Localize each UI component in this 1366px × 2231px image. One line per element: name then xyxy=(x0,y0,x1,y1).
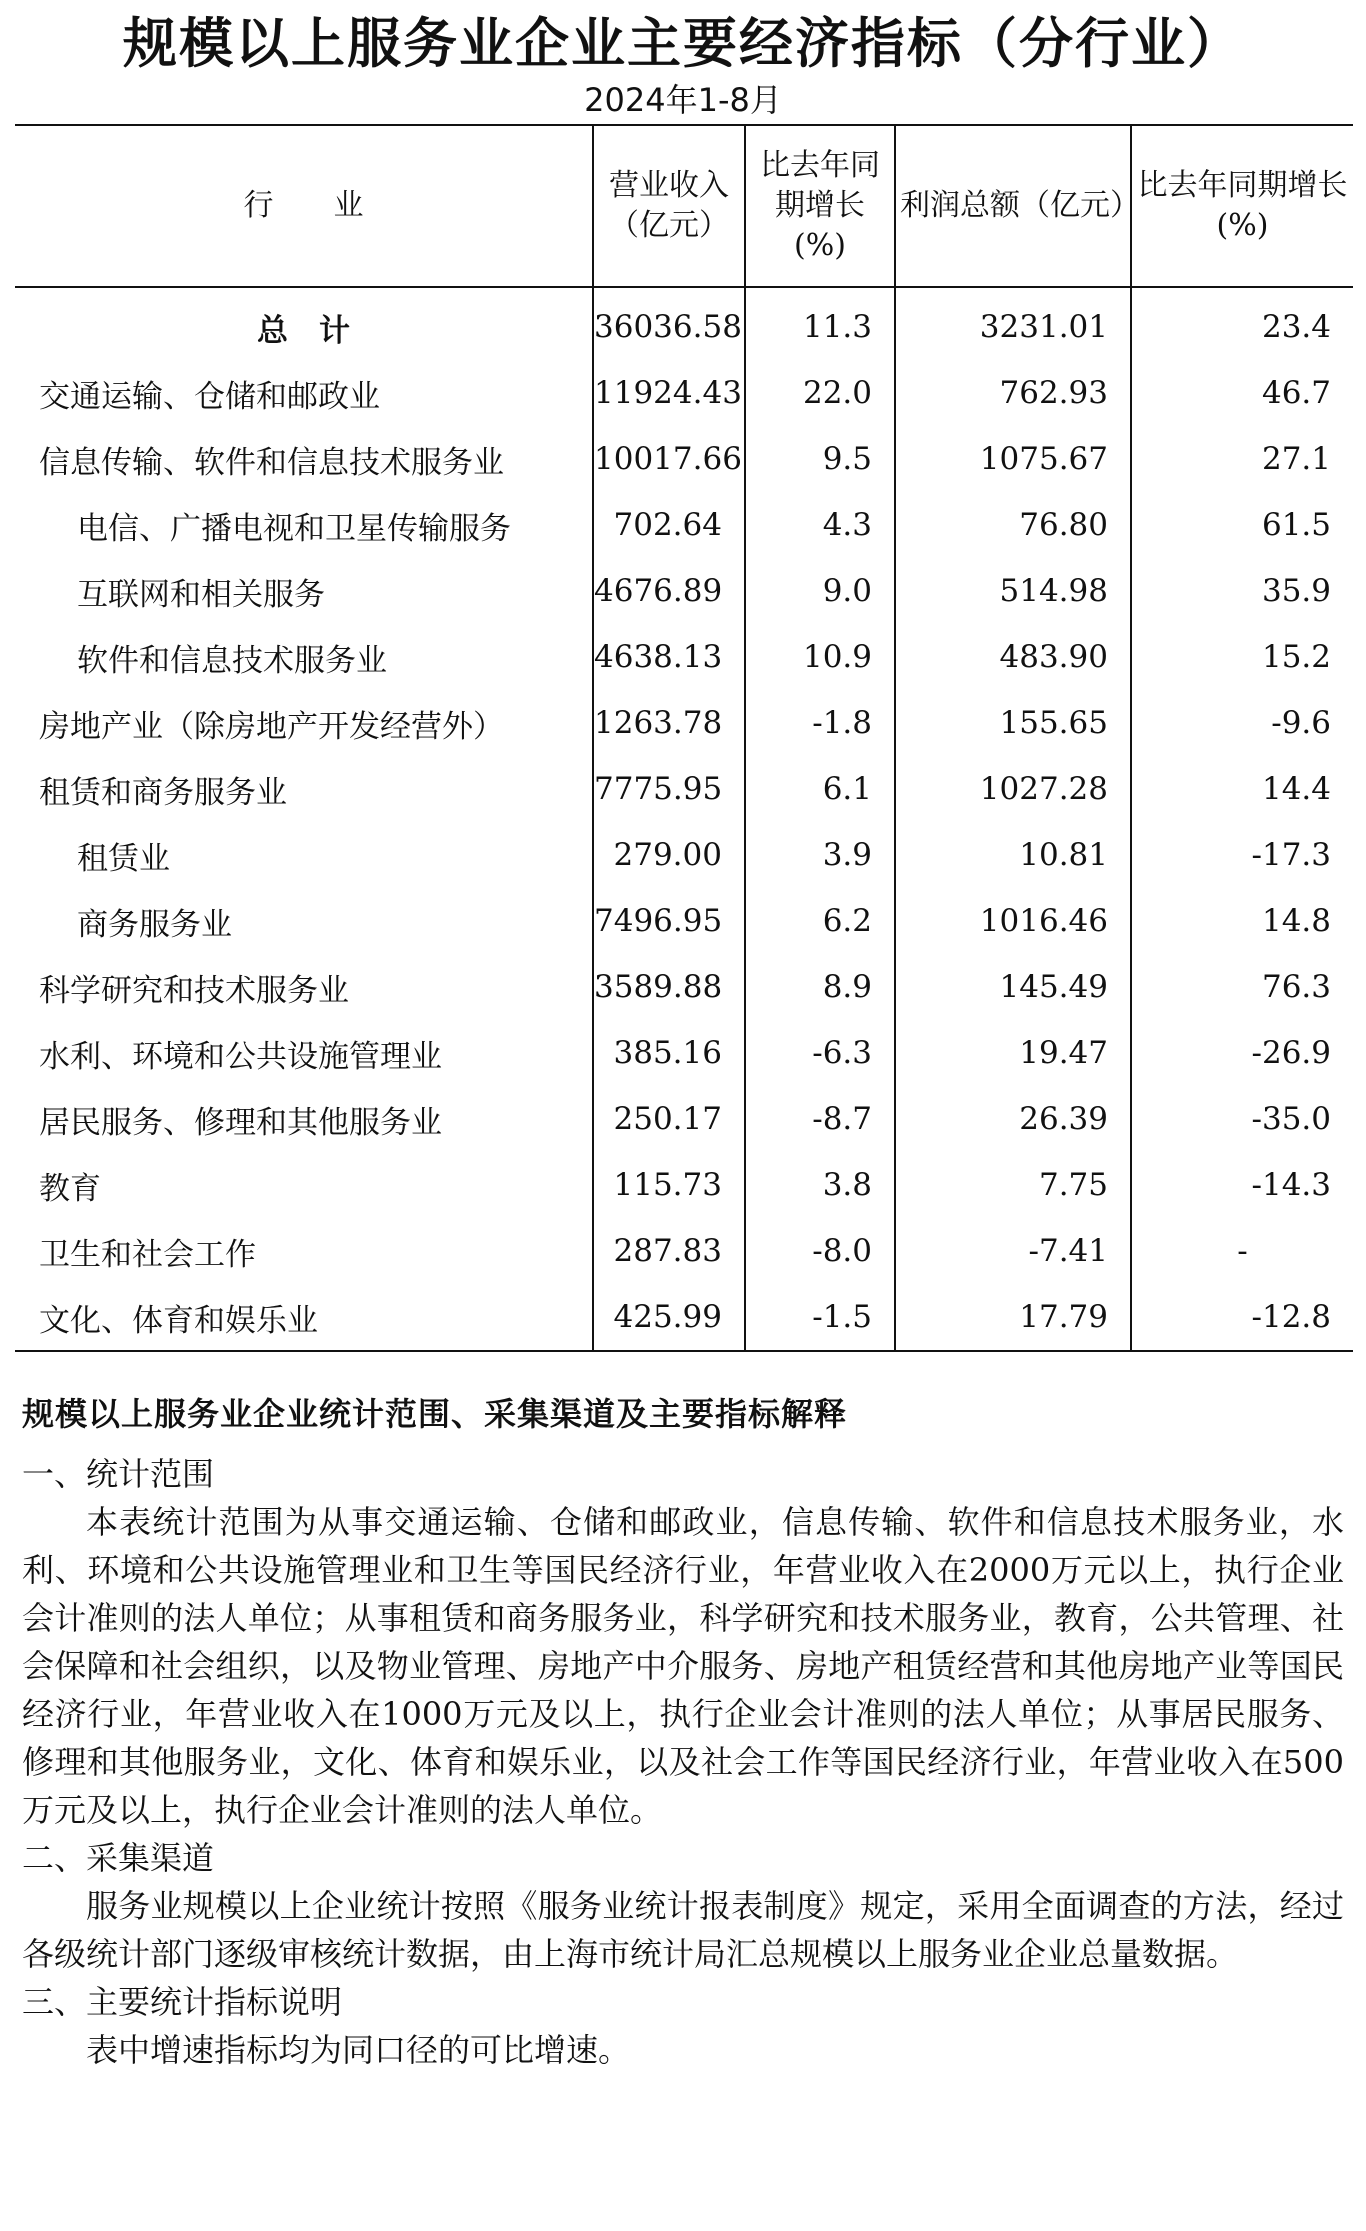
profit-cell: 17.79 xyxy=(895,1284,1131,1351)
table-row xyxy=(15,888,1353,954)
table-row xyxy=(15,954,1353,1020)
notes-section xyxy=(22,1390,1344,2074)
revenue-growth-cell: 6.2 xyxy=(745,888,895,954)
industry-cell: 卫生和社会工作 xyxy=(39,1236,256,1273)
revenue-cell: 7496.95 xyxy=(593,888,745,954)
header-revenue: 营业收入（亿元） xyxy=(593,125,745,287)
profit-growth-cell: -17.3 xyxy=(1131,822,1353,888)
industry-cell: 电信、广播电视和卫星传输服务 xyxy=(77,510,511,547)
revenue-growth-cell: 9.5 xyxy=(745,426,895,492)
notes-body-channel: 服务业规模以上企业统计按照《服务业统计报表制度》规定，采用全面调查的方法，经过各级统计部门逐级审核统计数据，由上海市统计局汇总规模以上服务业企业总量数据。 xyxy=(22,1887,1344,1973)
revenue-cell: 4676.89 xyxy=(593,558,745,624)
revenue-growth-cell: 3.9 xyxy=(745,822,895,888)
revenue-growth-cell: 22.0 xyxy=(745,360,895,426)
profit-growth-cell: - xyxy=(1131,1218,1353,1284)
revenue-cell: 287.83 xyxy=(593,1218,745,1284)
revenue-cell: 702.64 xyxy=(593,492,745,558)
profit-growth-cell: 76.3 xyxy=(1131,954,1353,1020)
profit-growth-cell: 35.9 xyxy=(1131,558,1353,624)
profit-growth-cell: 14.4 xyxy=(1131,756,1353,822)
profit-growth-cell: -26.9 xyxy=(1131,1020,1353,1086)
notes-heading-indicators: 三、主要统计指标说明 xyxy=(22,1983,343,2021)
profit-cell: 762.93 xyxy=(895,360,1131,426)
profit-cell: 145.49 xyxy=(895,954,1131,1020)
page-title: 规模以上服务业企业主要经济指标（分行业） xyxy=(123,12,1243,75)
profit-cell: -7.41 xyxy=(895,1218,1131,1284)
table-row xyxy=(15,1086,1353,1152)
industry-cell: 租赁业 xyxy=(77,840,170,877)
industry-cell: 交通运输、仓储和邮政业 xyxy=(39,378,380,415)
table-header-row xyxy=(15,125,1353,287)
profit-growth-cell: 46.7 xyxy=(1131,360,1353,426)
table-row-total xyxy=(15,287,1353,360)
revenue-growth-cell: -8.0 xyxy=(745,1218,895,1284)
industry-cell: 租赁和商务服务业 xyxy=(39,774,287,811)
revenue-growth-cell: 11.3 xyxy=(745,287,895,360)
table-row xyxy=(15,1020,1353,1086)
revenue-growth-cell: 9.0 xyxy=(745,558,895,624)
profit-cell: 1075.67 xyxy=(895,426,1131,492)
profit-cell: 76.80 xyxy=(895,492,1131,558)
industry-cell: 居民服务、修理和其他服务业 xyxy=(39,1104,442,1141)
indicator-table xyxy=(15,124,1353,1352)
revenue-cell: 3589.88 xyxy=(593,954,745,1020)
revenue-growth-cell: -8.7 xyxy=(745,1086,895,1152)
industry-cell: 商务服务业 xyxy=(77,906,232,943)
industry-cell: 教育 xyxy=(39,1170,101,1207)
table-row xyxy=(15,558,1353,624)
profit-cell: 514.98 xyxy=(895,558,1131,624)
notes-title: 规模以上服务业企业统计范围、采集渠道及主要指标解释 xyxy=(22,1395,848,1433)
profit-cell: 155.65 xyxy=(895,690,1131,756)
revenue-cell: 425.99 xyxy=(593,1284,745,1351)
header-revenue-growth: 比去年同期增长(%) xyxy=(745,125,895,287)
revenue-cell: 250.17 xyxy=(593,1086,745,1152)
revenue-growth-cell: 10.9 xyxy=(745,624,895,690)
profit-cell: 1016.46 xyxy=(895,888,1131,954)
header-industry: 行 业 xyxy=(15,125,593,287)
revenue-cell: 7775.95 xyxy=(593,756,745,822)
revenue-growth-cell: 8.9 xyxy=(745,954,895,1020)
notes-heading-channel: 二、采集渠道 xyxy=(22,1839,215,1877)
table-row xyxy=(15,360,1353,426)
industry-cell: 房地产业（除房地产开发经营外） xyxy=(39,708,504,745)
profit-cell: 26.39 xyxy=(895,1086,1131,1152)
profit-growth-cell: -12.8 xyxy=(1131,1284,1353,1351)
profit-growth-cell: 23.4 xyxy=(1131,287,1353,360)
profit-cell: 19.47 xyxy=(895,1020,1131,1086)
profit-growth-cell: 15.2 xyxy=(1131,624,1353,690)
profit-growth-cell: 61.5 xyxy=(1131,492,1353,558)
notes-body-indicators: 表中增速指标均为同口径的可比增速。 xyxy=(86,2031,631,2069)
profit-cell: 483.90 xyxy=(895,624,1131,690)
revenue-cell: 279.00 xyxy=(593,822,745,888)
revenue-cell: 36036.58 xyxy=(593,287,745,360)
industry-cell: 文化、体育和娱乐业 xyxy=(15,1284,593,1351)
industry-cell: 水利、环境和公共设施管理业 xyxy=(39,1038,442,1075)
report-period: 2024年1-8月 xyxy=(584,81,782,119)
revenue-growth-cell: -1.5 xyxy=(745,1284,895,1351)
notes-body-scope: 本表统计范围为从事交通运输、仓储和邮政业，信息传输、软件和信息技术服务业，水利、环境和公共设施管理业和卫生等国民经济行业，年营业收入在2000万元以上，执行企业会计准则的法人单位；从事租赁和商务服务业，科学研究和技术服务业，教育，公共管理、社会保障和社会组织，以及物业管理、房地产中介服务、房地产租赁经营和其他房地产业等国民经济行业，年营业收入在1000万元及以上，执行企业会计准则的法人单位；从事居民服务、修理和其他服务业，文化、体育和娱乐业，以及社会工作等国民经济行业，年营业收入在500万元及以上，执行企业会计准则的法人单位。 xyxy=(22,1503,1344,1829)
table-row xyxy=(15,822,1353,888)
profit-growth-cell: -14.3 xyxy=(1131,1152,1353,1218)
profit-growth-cell: 14.8 xyxy=(1131,888,1353,954)
table-row xyxy=(15,1284,1353,1351)
header-profit: 利润总额（亿元） xyxy=(895,125,1131,287)
profit-cell: 1027.28 xyxy=(895,756,1131,822)
profit-cell: 7.75 xyxy=(895,1152,1131,1218)
revenue-growth-cell: -1.8 xyxy=(745,690,895,756)
notes-heading-scope: 一、统计范围 xyxy=(22,1455,215,1493)
industry-cell: 总 计 xyxy=(257,312,350,349)
profit-growth-cell: -35.0 xyxy=(1131,1086,1353,1152)
revenue-growth-cell: 4.3 xyxy=(745,492,895,558)
revenue-growth-cell: 6.1 xyxy=(745,756,895,822)
table-row xyxy=(15,492,1353,558)
revenue-cell: 115.73 xyxy=(593,1152,745,1218)
industry-cell: 科学研究和技术服务业 xyxy=(39,972,349,1009)
industry-cell: 互联网和相关服务 xyxy=(77,576,325,613)
industry-cell: 软件和信息技术服务业 xyxy=(77,642,387,679)
table-row xyxy=(15,1152,1353,1218)
table-row xyxy=(15,624,1353,690)
revenue-cell: 4638.13 xyxy=(593,624,745,690)
profit-growth-cell: -9.6 xyxy=(1131,690,1353,756)
profit-growth-cell: 27.1 xyxy=(1131,426,1353,492)
profit-cell: 10.81 xyxy=(895,822,1131,888)
table-row xyxy=(15,690,1353,756)
revenue-cell: 385.16 xyxy=(593,1020,745,1086)
revenue-growth-cell: 3.8 xyxy=(745,1152,895,1218)
revenue-cell: 10017.66 xyxy=(593,426,745,492)
table-row xyxy=(15,426,1353,492)
table-row xyxy=(15,1218,1353,1284)
revenue-cell: 1263.78 xyxy=(593,690,745,756)
revenue-cell: 11924.43 xyxy=(593,360,745,426)
header-profit-growth: 比去年同期增长(%) xyxy=(1131,125,1353,287)
table-row xyxy=(15,756,1353,822)
table-body xyxy=(15,287,1353,1351)
industry-cell: 信息传输、软件和信息技术服务业 xyxy=(39,444,504,481)
revenue-growth-cell: -6.3 xyxy=(745,1020,895,1086)
profit-cell: 3231.01 xyxy=(895,287,1131,360)
